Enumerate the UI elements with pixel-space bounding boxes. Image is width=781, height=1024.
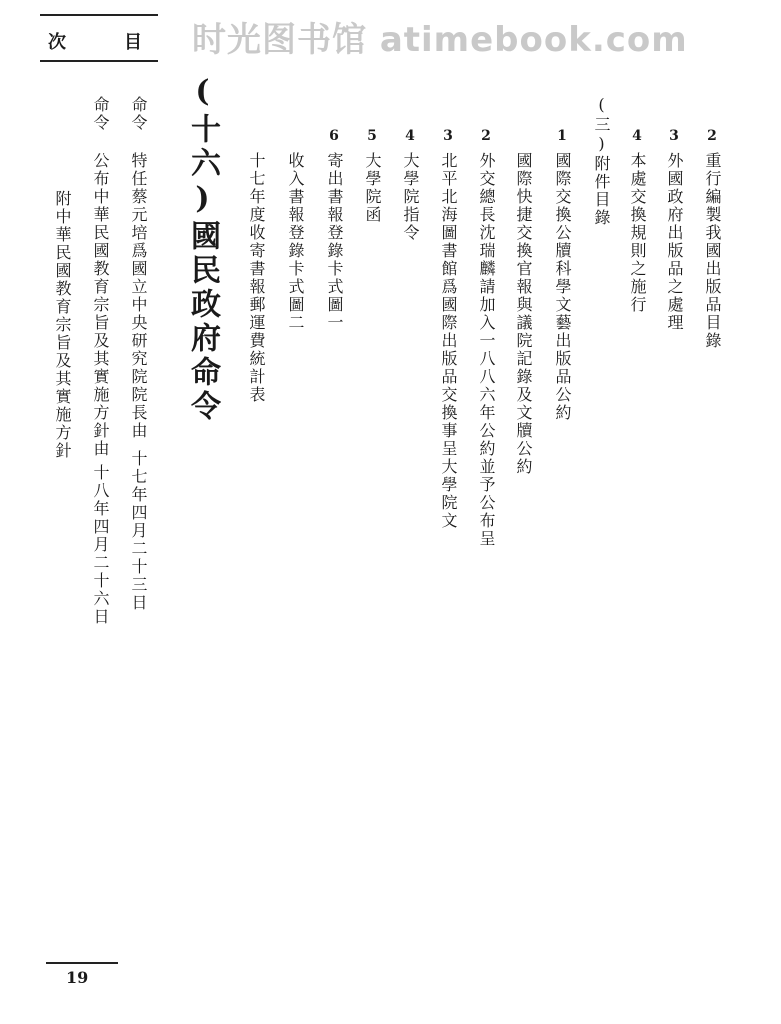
order-date: 十七年四月二十三日 bbox=[129, 450, 148, 612]
order-kind: 命令 bbox=[91, 96, 110, 132]
toc-item-text: 重行編製我國出版品目錄 bbox=[703, 152, 722, 350]
appendix-item-text: 寄出書報登錄卡式圖一 bbox=[325, 152, 344, 332]
header-label-ci: 次 bbox=[48, 32, 66, 53]
order-kind: 命令 bbox=[129, 96, 148, 132]
order-attachment: 附中華民國教育宗旨及其實施方針 bbox=[53, 190, 72, 460]
appendix-item-text: 十七年度收寄書報郵運費統計表 bbox=[247, 152, 266, 404]
appendix-item-number: 1 bbox=[557, 128, 567, 144]
appendix-item-text: 國際快捷交換官報與議院記錄及文牘公約 bbox=[514, 152, 533, 476]
appendix-item-number: 6 bbox=[329, 128, 339, 144]
header-label-mu: 目 bbox=[124, 32, 142, 53]
order-text: 特任蔡元培爲國立中央研究院院長由 bbox=[129, 152, 148, 440]
header-rule-top bbox=[40, 14, 158, 16]
appendix-item-number: 2 bbox=[481, 128, 491, 144]
appendix-item-text: 北平北海圖書館爲國際出版品交換事呈大學院文 bbox=[439, 152, 458, 530]
section-heading: (十六)國民政府命令 bbox=[185, 74, 220, 424]
toc-item-number: 2 bbox=[707, 128, 717, 144]
toc-item-text: 本處交換規則之施行 bbox=[628, 152, 647, 314]
appendix-heading: (三)附件目錄 bbox=[592, 95, 611, 227]
order-text: 公布中華民國教育宗旨及其實施方針由 bbox=[91, 152, 110, 458]
toc-item-text: 外國政府出版品之處理 bbox=[665, 152, 684, 332]
appendix-item-text: 大學院函 bbox=[363, 152, 382, 224]
appendix-item-text: 國際交換公牘科學文藝出版品公約 bbox=[553, 152, 572, 422]
appendix-item-number: 4 bbox=[405, 128, 415, 144]
appendix-item-number: 5 bbox=[367, 128, 377, 144]
header-rule-bottom bbox=[40, 60, 158, 62]
page-number: 19 bbox=[66, 968, 89, 987]
order-date: 十八年四月二十六日 bbox=[91, 464, 110, 626]
appendix-item-text: 收入書報登錄卡式圖二 bbox=[286, 152, 305, 332]
toc-item-number: 4 bbox=[632, 128, 642, 144]
footer-rule bbox=[46, 962, 118, 964]
appendix-item-text: 大學院指令 bbox=[401, 152, 420, 242]
toc-item-number: 3 bbox=[669, 128, 679, 144]
appendix-item-number: 3 bbox=[443, 128, 453, 144]
watermark: 时光图书馆 atimebook.com bbox=[192, 20, 688, 60]
appendix-item-text: 外交總長沈瑞麟請加入一八八六年公約並予公布呈 bbox=[477, 152, 496, 548]
